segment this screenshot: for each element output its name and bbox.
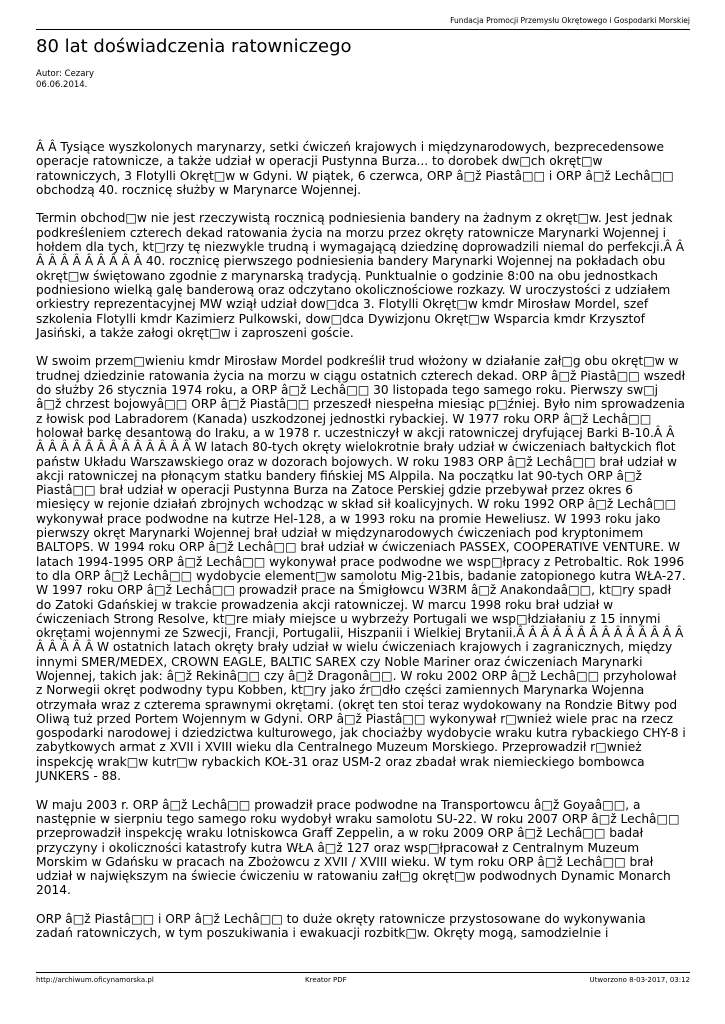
article-date: 06.06.2014. [36,80,88,90]
article-meta [36,69,94,91]
footer-generator: Kreator PDF [305,976,347,984]
paragraph: Termin obchod□w nie jest rzeczywistą rocznicą podniesienia bandery na żadnym z okręt□w. Jest jednak podkreśleniem czterech dekad ratowania życia na morzu przez okręty ratownicze Marynarki Wojennej i hołdem dla tych, kt□rzy tę niezwykle trudną i wymagającą dziedzinę doprowadzili niemal do perfekcji.Â Â Â Â Â Â Â Â Â Â Â 40. rocznicę pierwszego podniesienia bandery Marynarki Wojennej na pokładach obu okręt□w świętowano zgodnie z marynarską tradycją. Punktualnie o godzinie 8:00 na obu jednostkach podniesiono wielką galę banderową oraz odczytano okolicznościowe rozkazy. W uroczystości z udziałem orkiestry reprezentacyjnej MW wziął udział dow□dca 3. Flotylli Okręt□w kmdr Mirosław Mordel, szef szkolenia Flotylli kmdr Kazimierz Pulkowski, dow□dca Dywizjonu Okręt□w Wsparcia kmdr Krzysztof Jasiński, a także załogi okręt□w i zaproszeni goście. [36,211,685,340]
paragraph: W maju 2003 r. ORP â□ž Lechâ□□ prowadził prace podwodne na Transportowcu â□ž Goyaâ□□, a następnie w sierpniu tego samego roku wydobył wraku samolotu SU-22. W roku 2007 ORP â□ž Lechâ□□ przeprowadził inspekcję wraku lotniskowca Graff Zeppelin, a w roku 2009 ORP â□ž Lechâ□□ badał przyczyny i okoliczności katastrofy kutra WŁA â□ž 127 oraz wsp□łpracował z Centralnym Muzeum Morskim w Gdańsku w pracach na Zbożowcu z XVII / XVIII wieku. W tym roku ORP â□ž Lechâ□□ brał udział w największym na świecie ćwiczeniu w ratowaniu zał□g okręt□w podwodnych Dynamic Monarch 2014. [36,797,680,898]
page-footer [36,972,690,987]
paragraph: ORP â□ž Piastâ□□ i ORP â□ž Lechâ□□ to duże okręty ratownicze przystosowane do wykonywania zadań ratowniczych, w tym poszukiwania i ewakuacji rozbitk□w. Okręty mogą, samodzielnie i [36,912,646,941]
article-title: 80 lat doświadczenia ratowniczego [36,36,352,57]
paragraph: Â Â Tysiące wyszkolonych marynarzy, setki ćwiczeń krajowych i międzynarodowych, bezprecedensowe operacje ratownicze, a także udział w operacji Pustynna Burza... to dorobek dw□ch okręt□w ratowniczych, 3 Flotylli Okręt□w w Gdyni. W piątek, 6 czerwca, ORP â□ž Piastâ□□ i ORP â□ž Lechâ□□ obchodzą 40. rocznicę służby w Marynarce Wojennej. [36,140,674,197]
footer-url: http://archiwum.oficynamorska.pl [36,976,154,984]
paragraph: W swoim przem□wieniu kmdr Mirosław Mordel podkreślił trud włożony w działanie zał□g obu okręt□w w trudnej dziedzinie ratowania życia na morzu w ciągu ostatnich czterech dekad. ORP â□ž Piastâ□□ wszedł do służby 26 stycznia 1974 roku, a ORP â□ž Lechâ□□ 30 listopada tego samego roku. Pierwszy sw□j â□ž chrzest bojowyâ□□ ORP â□ž Piastâ□□ przeszedł niespełna miesiąc p□źniej. Było nim sprowadzenia z łowisk pod Labradorem (Kanada) uszkodzonej jednostki rybackiej. W 1977 roku ORP â□ž Lechâ□□ holował barkę desantową do Iraku, a w 1978 r. uczestniczył w akcji ratowniczej dryfującej Barki B-10.Â Â Â Â Â Â Â Â Â Â Â Â Â Â Â W latach 80-tych okręty wielokrotnie brały udział w ćwiczeniach bałtyckich flot państw Układu Warszawskiego oraz w dozorach bojowych. W roku 1983 ORP â□ž Lechâ□□ brał udział w akcji ratowniczej na płonącym statku bandery fińskiej MS Alppila. Na początku lat 90-tych ORP â□ž Piastâ□□ brał udział w operacji Pustynna Burza na Zatoce Perskiej gdzie przebywał przez okres 6 miesięcy w rejonie działań zbrojnych wchodząc w skład sił koalicyjnych. W roku 1992 ORP â□ž Lechâ□□ wykonywał prace podwodne na kutrze Hel-128, a w 1993 roku na promie Heweliusz. W 1993 roku jako pierwszy okręt Marynarki Wojennej brał udział w międzynarodowych ćwiczeniach pod kryptonimem BALTOPS. W 1994 roku ORP â□ž Lechâ□□ brał udział w ćwiczeniach PASSEX, COOPERATIVE VENTURE. W latach 1994-1995 ORP â□ž Lechâ□□ wykonywał prace podwodne we wsp□łpracy z Petrobaltic. Rok 1996 to dla ORP â□ž Lechâ□□ wydobycie element□w samolotu Mig-21bis, badanie zatopionego kutra WŁA-27. W 1997 roku ORP â□ž Lechâ□□ prowadził prace na Śmigłowcu W3RM â□ž Anakondaâ□□, kt□ry spadł do Zatoki Gdańskiej w trakcie prowadzenia akcji ratowniczej. W marcu 1998 roku brał udział w ćwiczeniach Strong Resolve, kt□re miały miejsce u wybrzeży Portugali we wsp□łdziałaniu z 15 innymi okrętami wojennymi ze Szwecji, Francji, Portugalii, Hiszpanii i Wielkiej Brytanii.Â Â Â Â Â Â Â Â Â Â Â Â Â Â Â Â Â Â Â W ostatnich latach okręty brały udział w wielu ćwiczeniach krajowych i zagranicznych, między innymi SMER/MEDEX, CROWN EAGLE, BALTIC SAREX czy Noble Mariner oraz ćwiczeniach Marynarki Wojennej, takich jak: â□ž Rekinâ□□ czy â□ž Dragonâ□□. W roku 2002 ORP â□ž Lechâ□□ przyholował z Norwegii okręt podwodny typu Kobben, kt□ry jako źr□dło części zamiennych Marynarka Wojenna otrzymała wraz z czterema sprawnymi okrętami. (okręt ten stoi teraz wydokowany na Rondzie Bitwy pod Oliwą tuż przed Portem Wojennym w Gdyni. ORP â□ž Piastâ□□ wykonywał r□wnież wiele prac na rzecz gospodarki narodowej i dziedzictwa kulturowego, jak chociażby wydobycie wraku kutra rybackiego CHY-8 i zabytkowych armat z XVII i XVIII wieku dla Centralnego Muzeum Morskiego. Przeprowadził r□wnież inspekcję wrak□w kutr□w rybackich KOŁ-31 oraz USM-2 oraz zbadał wrak niemieckiego bombowca JUNKERS - 88. [36,354,686,784]
page-header [36,15,690,30]
site-name: Fundacja Promocji Przemysłu Okrętowego i Gospodarki Morskiej [450,16,690,25]
article-body [36,140,686,955]
footer-created: Utworzono 8-03-2017, 03:12 [589,976,690,984]
article-author: Autor: Cezary [36,69,95,79]
